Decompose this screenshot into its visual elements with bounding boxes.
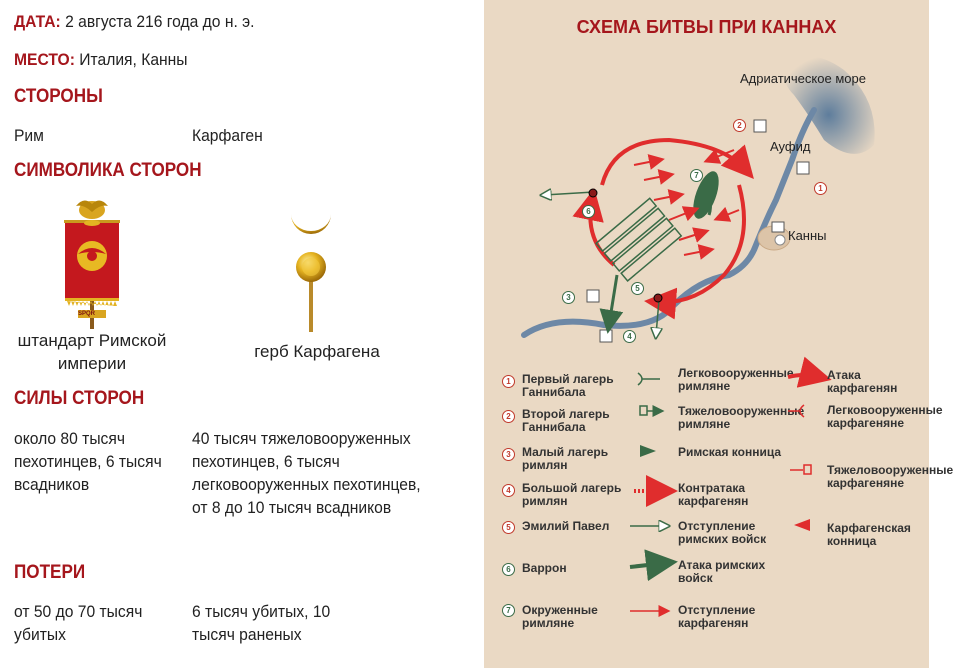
light-carthage-icon	[788, 405, 804, 417]
spqr-label: SPQR	[78, 311, 96, 317]
roman-attack-arrow-2	[609, 275, 617, 325]
roman-infantry-block	[596, 198, 681, 281]
place-line	[14, 50, 188, 70]
losses-carthage: 6 тысяч убитых, 10 тысяч раненых	[192, 602, 331, 644]
map-marker-6: 6	[582, 205, 595, 218]
legend-right-text: Тяжеловооруженные карфагеняне	[827, 463, 953, 490]
carthage-symbol-caption: герб Карфагена	[254, 342, 380, 361]
legend-right-text: Атака карфагенян	[827, 368, 898, 395]
legend-text: Варрон	[522, 561, 567, 575]
town-label: Канны	[788, 228, 827, 243]
place-value: Италия, Канны	[79, 50, 188, 69]
forces-rome: около 80 тысяч пехотинцев, 6 тысяч всадников	[14, 429, 162, 494]
legend-num: 6	[502, 563, 515, 576]
carthage-cavalry-icon	[794, 519, 810, 531]
commander-paulus-marker	[654, 294, 662, 302]
legend-right-symbols	[784, 365, 829, 535]
side-rome: Рим	[14, 126, 44, 145]
legend-num: 4	[502, 484, 515, 497]
symbols-heading: СИМВОЛИКА СТОРОН	[14, 160, 202, 181]
rome-symbol-caption: штандарт Римской империи	[17, 331, 167, 373]
cannae-town-marker	[775, 235, 785, 245]
legend-mid-text: Тяжеловооруженные римляне	[678, 404, 805, 431]
forces-carthage: 40 тысяч тяжеловооруженных пехотинцев, 6 тысяч легковооруженных пехотинцев, от 8 до 10 тысяч всадников	[192, 429, 421, 517]
legend-num: 5	[502, 521, 515, 534]
legend-num: 1	[502, 375, 515, 388]
legend-text: Окруженные римляне	[522, 603, 598, 630]
legend-num: 2	[502, 410, 515, 423]
heavy-carthage-icon	[804, 465, 811, 474]
map-marker-3: 3	[562, 291, 575, 304]
side-carthage: Карфаген	[192, 126, 263, 145]
roman-attack-icon	[630, 563, 666, 567]
legend-text: Эмилий Павел	[522, 519, 610, 533]
legend-mid-symbols	[626, 365, 676, 635]
date-label: ДАТА:	[14, 12, 61, 31]
place-label: МЕСТО:	[14, 50, 75, 69]
legend-text: Первый лагерь Ганнибала	[522, 372, 614, 399]
losses-heading: ПОТЕРИ	[14, 562, 86, 583]
legend-text: Малый лагерь римлян	[522, 445, 609, 472]
forces-heading: СИЛЫ СТОРОН	[14, 388, 145, 409]
legend-mid-text: Контратака карфагенян	[678, 481, 749, 508]
commander-varro-marker	[589, 189, 597, 197]
map-marker-2: 2	[733, 119, 746, 132]
battle-map	[484, 0, 929, 360]
map-marker-1: 1	[814, 182, 827, 195]
river-label: Ауфид	[770, 139, 811, 154]
map-marker-5: 5	[631, 282, 644, 295]
carthage-arrows-cluster	[634, 150, 739, 255]
map-marker-7: 7	[690, 169, 703, 182]
carthage-attack-icon	[788, 375, 820, 377]
sides-heading: СТОРОНЫ	[14, 86, 103, 107]
sea-label: Адриатическое море	[740, 71, 866, 86]
legend-mid-text: Отступление карфагенян	[678, 603, 756, 630]
heavy-roman-icon	[640, 406, 647, 415]
legend-right-text: Карфагенская конница	[827, 521, 911, 548]
legend-mid-text: Римская конница	[678, 445, 782, 459]
losses-rome: от 50 до 70 тысяч убитых	[14, 602, 143, 644]
light-roman-icon	[638, 373, 660, 385]
roman-standard-icon	[54, 194, 130, 329]
legend-mid-text: Атака римских войск	[678, 558, 766, 585]
carthage-encircle-arrow	[602, 140, 746, 185]
legend-mid-text: Легковооруженные римляне	[678, 366, 794, 393]
legend-right-text: Легковооруженные карфагеняне	[827, 403, 943, 430]
date-value: 2 августа 216 года до н. э.	[65, 12, 255, 31]
date-line	[14, 12, 254, 32]
roman-retreat-arrow	[544, 192, 594, 195]
legend-num: 3	[502, 448, 515, 461]
legend-mid-text: Отступление римских войск	[678, 519, 767, 546]
legend-num: 7	[502, 604, 515, 617]
carthage-emblem-icon	[286, 196, 336, 332]
battle-map-panel	[484, 0, 953, 668]
map-title: СХЕМА БИТВЫ ПРИ КАННАХ	[576, 17, 837, 37]
map-marker-4: 4	[623, 330, 636, 343]
roman-cavalry-icon	[640, 445, 656, 457]
legend-text: Второй лагерь Ганнибала	[522, 407, 610, 434]
legend-text: Большой лагерь римлян	[522, 481, 622, 508]
